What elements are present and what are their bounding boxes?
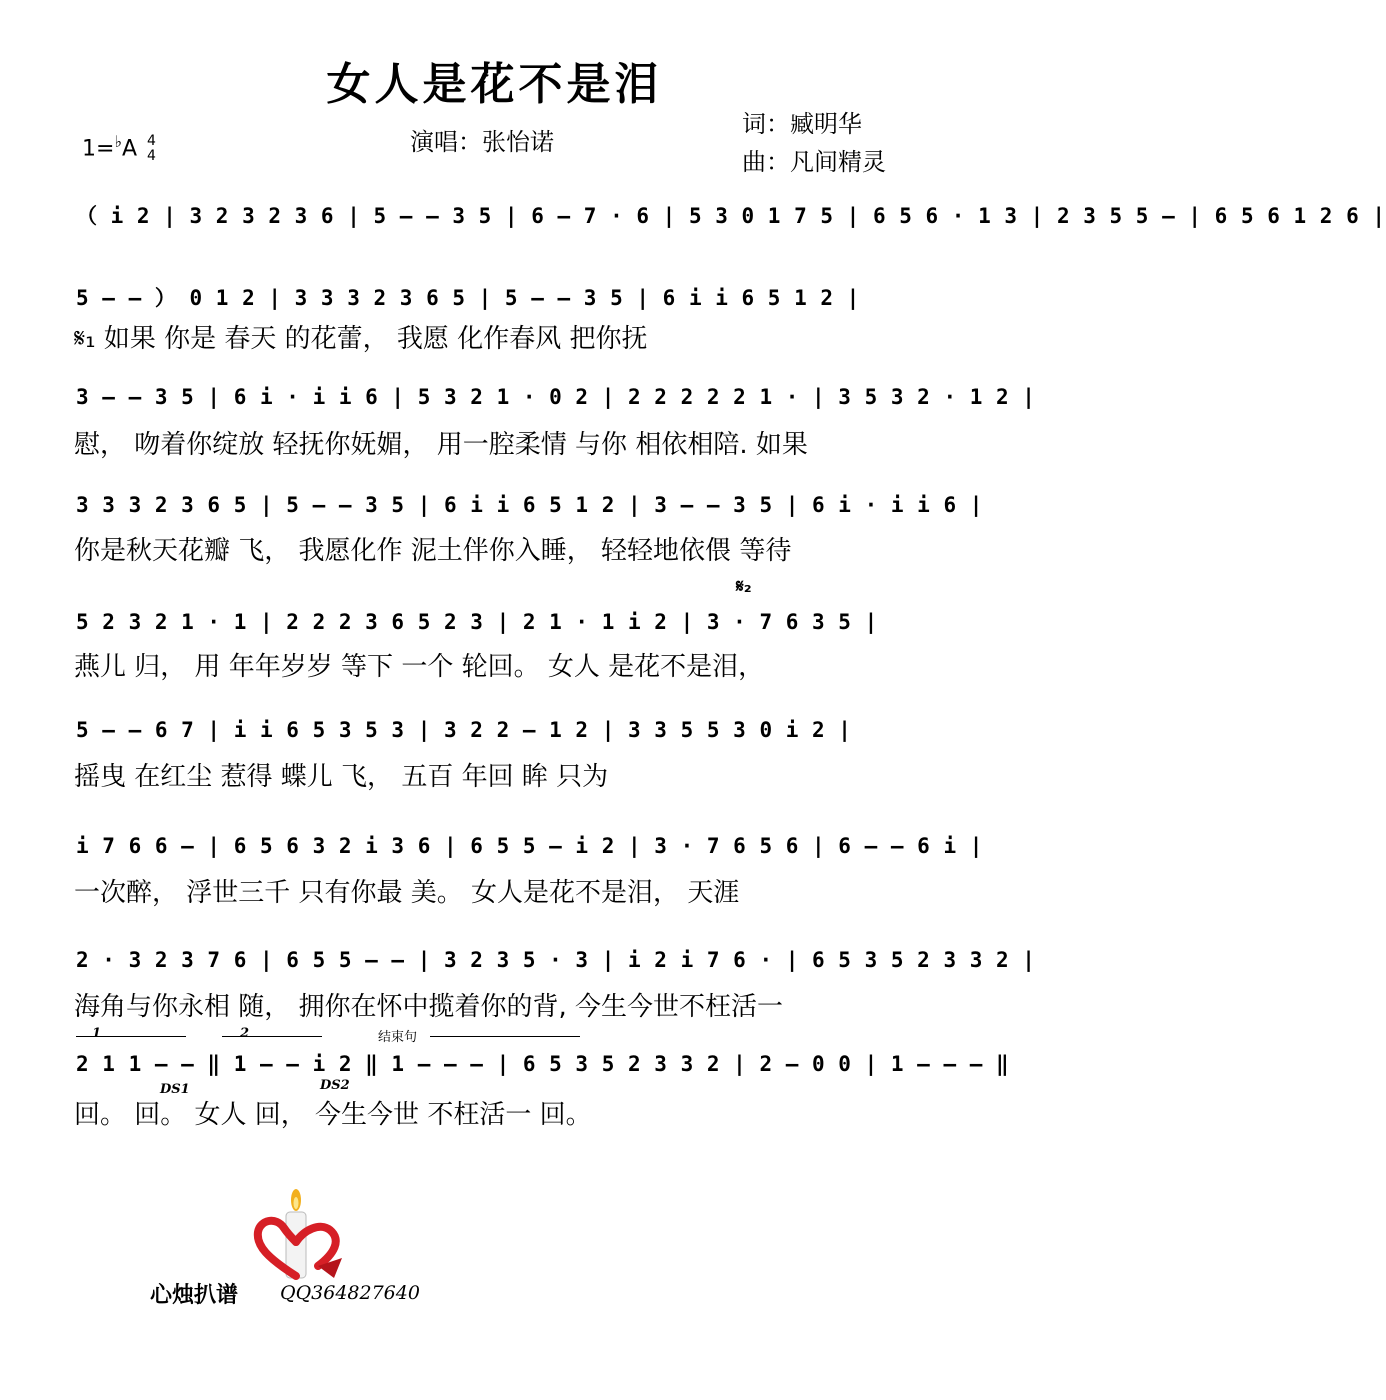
time-signature xyxy=(147,134,156,164)
notation-row-7: i 7 6 6 – | 6 5 6 3 2 i 3 6 | 6 5 5 – i 2 | 3 · 7 6 5 6 | 6 – – 6 i | xyxy=(76,834,983,858)
lyrics-row-7: 一次醉， 浮世三千 只有你最 美。 女人是花不是泪， 天涯 xyxy=(74,878,740,908)
notation-row-8: 2 · 3 2 3 7 6 | 6 5 5 – – | 3 2 3 5 · 3 | i 2 i 7 6 · | 6 5 3 5 2 3 3 2 | xyxy=(76,948,1036,972)
notation-row-3: 3 – – 3 5 | 6 i · i i 6 | 5 3 2 1 · 0 2 | 2 2 2 2 2 1 · | 3 5 3 2 · 1 2 | xyxy=(76,385,1036,409)
time-top: 4 xyxy=(147,133,156,150)
ds2-mark: DS2 xyxy=(320,1078,350,1093)
lyrics-row-6: 摇曳 在红尘 惹得 蝶儿 飞， 五百 年回 眸 只为 xyxy=(74,762,609,792)
notation-row-2: 5 – – ） 0 1 2 | 3 3 3 2 3 6 5 | 5 – – 3 5 | 6 i i 6 5 1 2 | xyxy=(76,286,860,310)
lyrics-row-4: 你是秋天花瓣 飞， 我愿化作 泥土伴你入睡， 轻轻地依偎 等待 xyxy=(74,536,792,566)
ds1-mark: DS1 xyxy=(160,1082,190,1097)
lyrics-row-5: 燕儿 归， 用 年年岁岁 等下 一个 轮回。 女人 是花不是泪， xyxy=(74,652,765,682)
footer-qq: QQ364827640 xyxy=(280,1282,420,1304)
song-title: 女人是花不是泪 xyxy=(326,59,663,110)
lyrics-row-9: 回。 回。 女人 回， 今生今世 不枉活一 回。 xyxy=(74,1100,592,1130)
ending-label: 结束句 xyxy=(378,1030,418,1045)
key-note: A xyxy=(121,136,138,162)
lyrics-row-2: 𝄋₁ 如果 你是 春天 的花蕾， 我愿 化作春风 把你抚 xyxy=(74,324,648,354)
notation-row-5: 5 2 3 2 1 · 1 | 2 2 2 3 6 5 2 3 | 2 1 · 1 i 2 | 3 · 7 6 3 5 | xyxy=(76,610,878,634)
key-flat: ♭ xyxy=(114,132,122,151)
lyrics-row-3: 慰， 吻着你绽放 轻抚你妩媚， 用一腔柔情 与你 相依相陪. 如果 xyxy=(74,430,808,460)
segno-2-mark: 𝄋₂ xyxy=(736,576,752,597)
notation-row-1: （ i 2 | 3 2 3 2 3 6 | 5 – – 3 5 | 6 – 7 · 6 | 5 3 0 1 7 5 | 6 5 6 · 1 3 | 2 3 5 5 – | 6 5 6 1 2 6 | xyxy=(76,204,1386,228)
key-signature xyxy=(82,132,156,164)
key-prefix: 1= xyxy=(82,136,115,162)
notation-row-6: 5 – – 6 7 | i i 6 5 3 5 3 | 3 2 2 – 1 2 | 3 3 5 5 3 0 i 2 | xyxy=(76,718,852,742)
singer-credit: 演唱：张怡诺 xyxy=(410,128,554,156)
composer-credit: 曲：凡间精灵 xyxy=(742,148,886,176)
volta-2-label: 2 xyxy=(240,1026,250,1041)
candle-heart-logo xyxy=(248,1188,358,1288)
volta-1-label: 1 xyxy=(92,1026,102,1041)
notation-row-9: 2 1 1 – – ‖ 1 – – i 2 ‖ 1 – – – | 6 5 3 5 2 3 3 2 | 2 – 0 0 | 1 – – – ‖ xyxy=(76,1052,1010,1076)
ending-bracket xyxy=(430,1036,580,1037)
notation-row-4: 3 3 3 2 3 6 5 | 5 – – 3 5 | 6 i i 6 5 1 2 | 3 – – 3 5 | 6 i · i i 6 | xyxy=(76,493,983,517)
time-bottom: 4 xyxy=(147,148,156,165)
lyricist-credit: 词：臧明华 xyxy=(742,110,862,138)
lyrics-row-8: 海角与你永相 随， 拥你在怀中揽着你的背, 今生今世不枉活一 xyxy=(74,992,784,1022)
footer-name: 心烛扒谱 xyxy=(150,1283,239,1308)
volta-2-bracket xyxy=(222,1036,322,1037)
